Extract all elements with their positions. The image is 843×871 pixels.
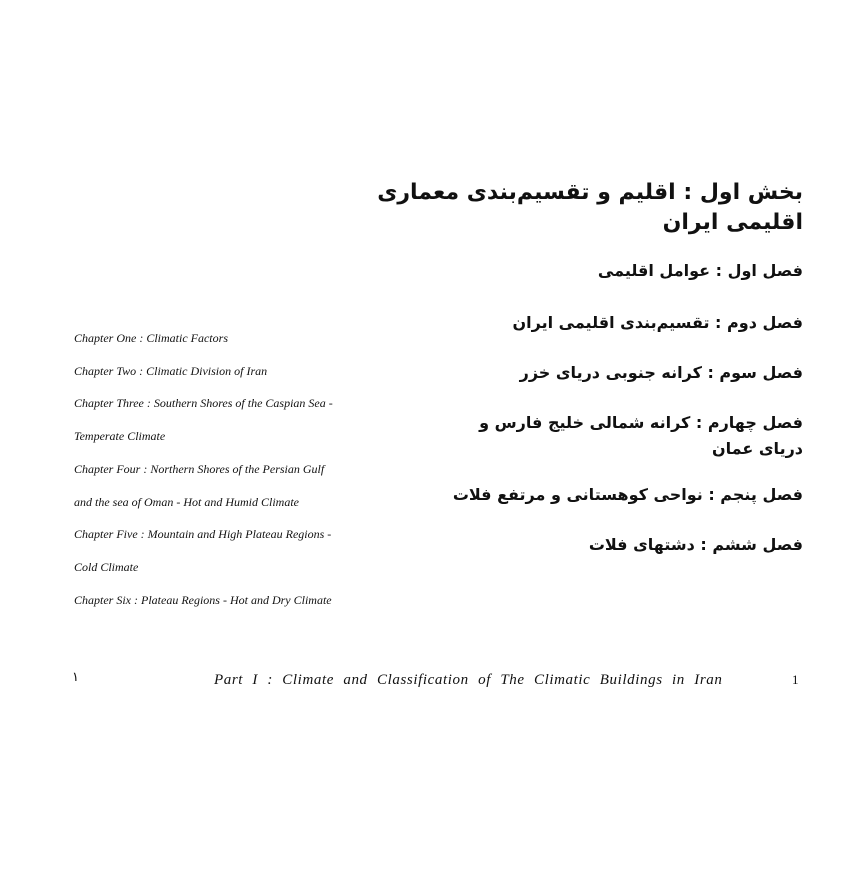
list-item: Chapter Five : Mountain and High Plateau Regions - [74,527,332,542]
footer-title: Part I : Climate and Classification of The Climatic Buildings in Iran [214,672,723,688]
list-item: فصل اول : عوامل اقلیمی [597,261,803,280]
page-number-persian: ١ [72,670,79,685]
part-title-persian: بخش اول : اقلیم و تقسیم‌بندی معماری اقلیمی ایران [377,180,803,235]
list-item: فصل سوم : کرانه جنوبی دریای خزر [519,363,803,382]
list-item: فصل ششم : دشتهای فلات [588,535,803,554]
list-item: فصل دوم : تقسیم‌بندی اقلیمی ایران [512,313,803,332]
list-item: Chapter Three : Southern Shores of the Caspian Sea - [74,396,333,411]
list-item: Chapter One : Climatic Factors [74,331,228,345]
list-item: Chapter Six : Plateau Regions - Hot and Dry Climate [74,592,332,607]
list-item: Chapter Four : Northern Shores of the Persian Gulf [74,461,325,476]
list-item: and the sea of Oman - Hot and Humid Climate [74,494,299,509]
persian-chapter-list [443,258,803,582]
page-number: 1 [792,672,799,687]
list-item: فصل پنجم : نواحی کوهستانی و مرتفع فلات [452,485,803,504]
list-item: Cold Climate [74,559,139,574]
list-item: Temperate Climate [74,429,166,444]
list-item: فصل چهارم : کرانه شمالی خلیج فارس و دریای عمان [479,413,803,458]
english-chapter-list [74,322,374,616]
list-item: Chapter Two : Climatic Division of Iran [74,363,268,378]
